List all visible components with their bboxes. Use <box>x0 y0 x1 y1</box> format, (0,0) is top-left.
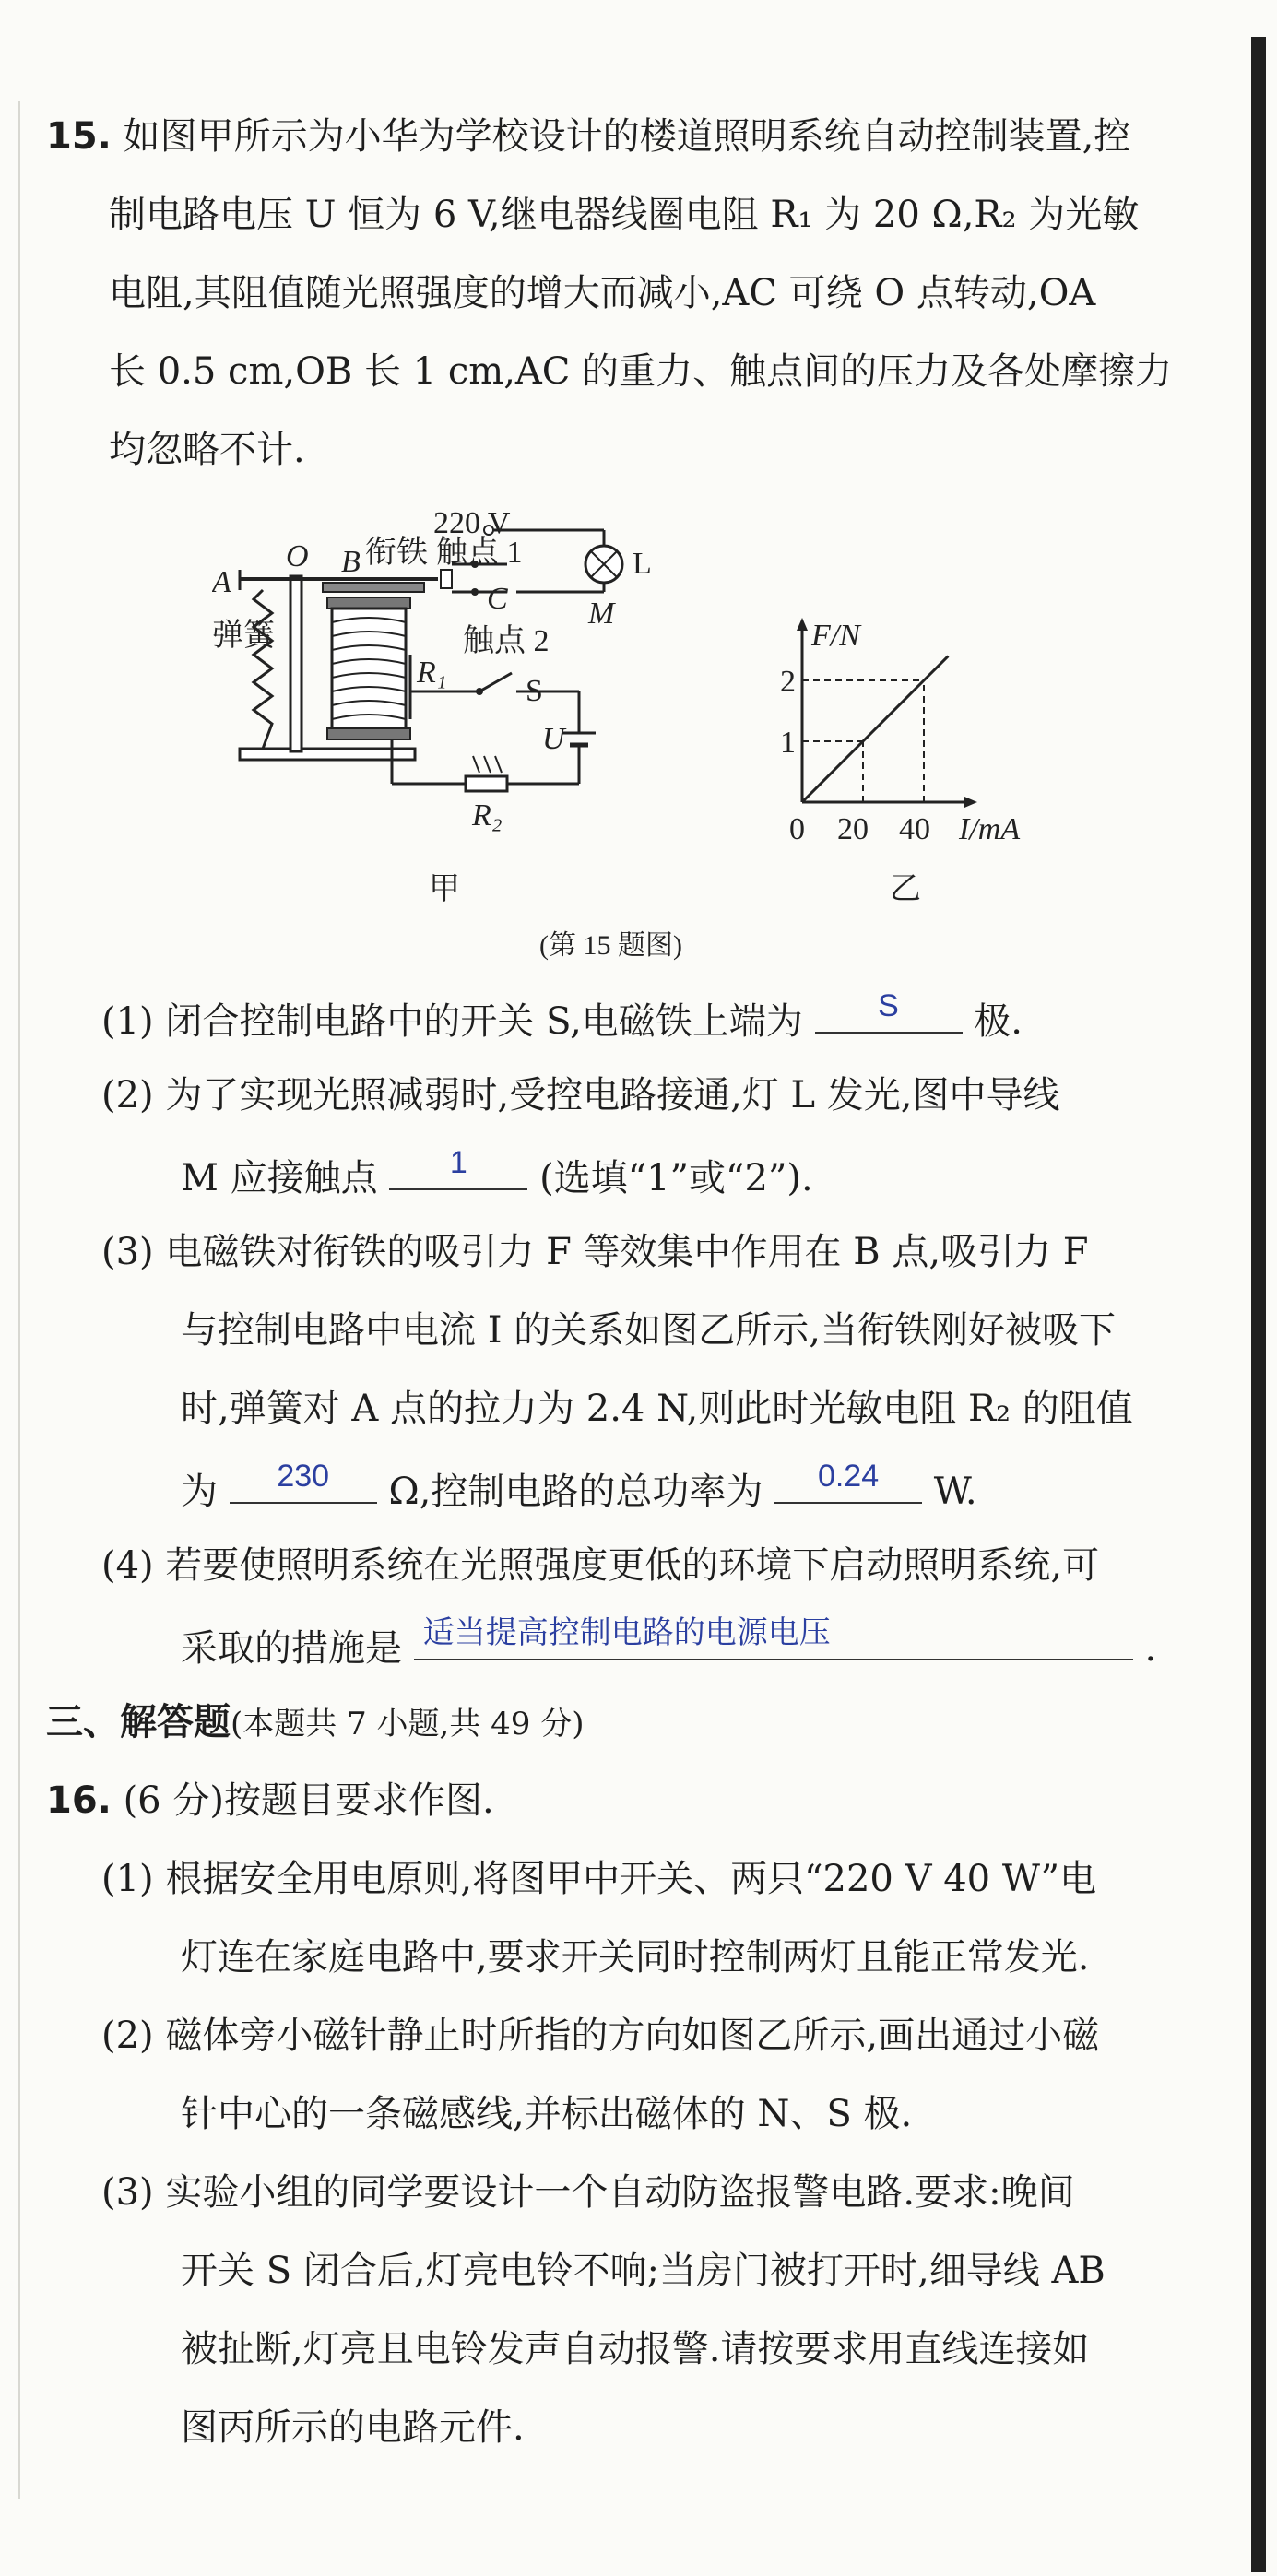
q16-line-8: 图丙所示的电路元件. <box>181 2406 525 2449</box>
section-3-note: (本题共 7 小题,共 49 分) <box>231 1706 585 1743</box>
chart-xtick-20: 20 <box>837 812 869 846</box>
chart-origin: 0 <box>789 812 805 846</box>
figure-yi-chart <box>780 618 1020 906</box>
q15-line-4: 长 0.5 cm,OB 长 1 cm,AC 的重力、触点间的压力及各处摩擦力 <box>109 350 1173 393</box>
q15-sub2-post: (选填“1”或“2”). <box>539 1157 813 1199</box>
q15-sub4-line-2 <box>181 1615 1157 1674</box>
q16-line-1: (1) 根据安全用电原则,将图甲中开关、两只“220 V 40 W”电 <box>101 1858 1097 1900</box>
q16-line-2: 灯连在家庭电路中,要求开关同时控制两灯且能正常发光. <box>181 1936 1090 1979</box>
label-tanhuang: 弹簧 <box>212 619 275 653</box>
chart-ytick-2: 2 <box>780 665 796 699</box>
q15-sub3-pre: 为 <box>181 1471 218 1513</box>
q15-sub2-line-2 <box>181 1145 813 1204</box>
section-3-heading <box>46 1696 584 1750</box>
q16-head <box>46 1775 494 1826</box>
q15-sub3-line-2: 与控制电路中电流 I 的关系如图乙所示,当衔铁刚好被吸下 <box>181 1309 1116 1352</box>
q15-number: 15. <box>46 115 112 158</box>
q16-line-5: (3) 实验小组的同学要设计一个自动防盗报警电路.要求:晚间 <box>101 2171 1075 2214</box>
q15-sub3-blank-2[interactable] <box>774 1461 922 1504</box>
label-S: S <box>526 674 543 708</box>
chart-ytick-1: 1 <box>780 726 796 760</box>
q16-head-text: (6 分)按题目要求作图. <box>123 1779 494 1822</box>
q15-sub4-answer: 适当提高控制电路的电源电压 <box>422 1615 831 1650</box>
label-chudian2: 触点 2 <box>463 624 550 658</box>
margin-line <box>18 101 20 2499</box>
chart-ylabel: F/N <box>811 619 860 653</box>
q15-sub3-line-1: (3) 电磁铁对衔铁的吸引力 F 等效集中作用在 B 点,吸引力 F <box>101 1231 1089 1273</box>
q15-line-2: 制电路电压 U 恒为 6 V,继电器线圈电阻 R₁ 为 20 Ω,R₂ 为光敏 <box>109 194 1140 236</box>
label-R1: R₁ <box>417 656 447 690</box>
q15-sub3-line-3: 时,弹簧对 A 点的拉力为 2.4 N,则此时光敏电阻 R₂ 的阻值 <box>181 1388 1133 1430</box>
q15-sub3-post: W. <box>933 1471 977 1513</box>
label-R2: R₂ <box>472 798 503 833</box>
label-220v: 220 V <box>433 507 511 540</box>
q15-sub4-post: . <box>1144 1627 1157 1670</box>
label-B: B <box>341 545 361 579</box>
q16-line-7: 被扯断,灯亮且电铃发声自动报警.请按要求用直线连接如 <box>181 2328 1090 2370</box>
page-edge-bar <box>1251 37 1266 2572</box>
section-3-title: 三、解答题 <box>46 1701 231 1743</box>
q15-figure <box>212 507 1070 968</box>
chart-series-line <box>802 656 948 802</box>
label-A: A <box>212 565 231 599</box>
label-xiantie: 衔铁 <box>365 536 428 570</box>
q15-sub2-answer: 1 <box>449 1145 467 1180</box>
chart-xtick-40: 40 <box>899 812 930 846</box>
q15-sub1-answer: S <box>878 988 899 1023</box>
label-C: C <box>487 582 508 616</box>
q15-line-5: 均忽略不计. <box>109 429 305 471</box>
q15-sub3-answer-2: 0.24 <box>817 1459 880 1494</box>
q15-sub4-line-1: (4) 若要使照明系统在光照强度更低的环境下启动照明系统,可 <box>101 1544 1100 1587</box>
q16-number: 16. <box>46 1779 112 1822</box>
q15-sub1-blank[interactable] <box>815 988 963 1034</box>
q16-line-4: 针中心的一条磁感线,并标出磁体的 N、S 极. <box>181 2093 913 2135</box>
caption-jia: 甲 <box>429 872 460 906</box>
q15-sub3-mid: Ω,控制电路的总功率为 <box>388 1471 763 1513</box>
q15-sub3-answer-1: 230 <box>277 1459 330 1494</box>
q15-sub4-pre: 采取的措施是 <box>181 1627 402 1670</box>
figure-caption: (第 15 题图) <box>539 930 682 961</box>
label-chudian1: 触点 1 <box>436 536 523 570</box>
caption-yi: 乙 <box>890 872 921 906</box>
label-M: M <box>588 597 615 631</box>
label-L: L <box>633 547 652 581</box>
q15-line-3: 电阻,其阻值随光照强度的增大而减小,AC 可绕 O 点转动,OA <box>109 272 1096 314</box>
q15-text-1: 如图甲所示为小华为学校设计的楼道照明系统自动控制装置,控 <box>123 115 1131 158</box>
q15-sub3-line-4 <box>181 1461 977 1518</box>
q15-sub1-post: 极. <box>974 1000 1023 1043</box>
q15-sub1-text: (1) 闭合控制电路中的开关 S,电磁铁上端为 <box>101 1000 803 1043</box>
figure-jia <box>212 507 652 906</box>
q15-sub2-pre: M 应接触点 <box>181 1157 378 1199</box>
q15-sub4-blank[interactable] <box>414 1615 1133 1660</box>
chart-xlabel: I/mA <box>959 812 1021 846</box>
label-O: O <box>286 539 309 573</box>
q15-sub3-blank-1[interactable] <box>230 1461 377 1504</box>
q15-sub2-blank[interactable] <box>389 1145 527 1190</box>
q16-line-6: 开关 S 闭合后,灯亮电铃不响;当房门被打开时,细导线 AB <box>181 2250 1106 2292</box>
q15-sub1 <box>101 988 1023 1047</box>
q15-sub2-line-1: (2) 为了实现光照减弱时,受控电路接通,灯 L 发光,图中导线 <box>101 1074 1060 1117</box>
label-U: U <box>542 722 565 756</box>
q15-line-1 <box>46 111 1130 162</box>
q16-line-3: (2) 磁体旁小磁针静止时所指的方向如图乙所示,画出通过小磁 <box>101 2015 1100 2057</box>
